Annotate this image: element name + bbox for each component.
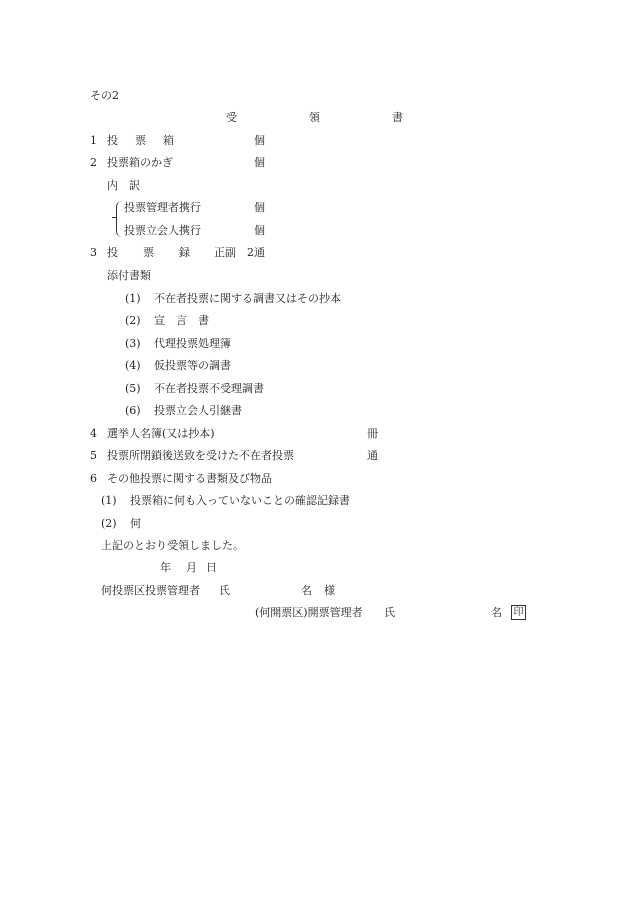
item-label: その他投票に関する書類及び物品 <box>107 472 272 485</box>
sub-item-text: 投票箱に何も入っていないことの確認記録書 <box>130 494 350 507</box>
item-label: 投票所閉鎖後送致を受けた不在者投票 <box>107 449 294 462</box>
date-day: 日 <box>206 561 217 574</box>
sub-item-text: 何 <box>130 517 141 530</box>
recipient-name-shi: 氏 <box>219 584 230 597</box>
item-label-char: 録 <box>179 246 190 259</box>
item-number: 5 <box>90 449 97 462</box>
item-unit: 通 <box>367 449 378 462</box>
item-label: 選挙人名簿(又は抄本) <box>107 427 215 440</box>
recipient-honorific: 様 <box>324 584 335 597</box>
title-char-3: 書 <box>392 111 403 124</box>
attachment-number: (3) <box>125 337 141 350</box>
item-number: 1 <box>90 134 97 147</box>
item-number: 2 <box>90 156 97 169</box>
receipt-statement: 上記のとおり受領しました。 <box>101 539 244 552</box>
item-label-char: 箱 <box>163 134 174 147</box>
item-label: 投票箱のかぎ <box>107 156 173 169</box>
item-unit: 個 <box>254 224 265 237</box>
form-number: その2 <box>90 89 119 102</box>
item-number: 3 <box>90 246 97 259</box>
attachment-number: (1) <box>125 292 141 305</box>
item-unit: 個 <box>254 201 265 214</box>
attachment-text: 仮投票等の調書 <box>154 359 231 372</box>
breakdown-label: 投票管理者携行 <box>124 201 201 214</box>
item-copies: 正副 2通 <box>214 246 265 259</box>
item-label-char: 票 <box>135 134 146 147</box>
attachment-number: (6) <box>125 404 141 417</box>
recipient-office: 何投票区投票管理者 <box>101 584 200 597</box>
attachment-text: 宣 言 書 <box>154 314 209 327</box>
attachment-number: (4) <box>125 359 141 372</box>
breakdown-label: 投票立会人携行 <box>124 224 201 237</box>
sender-name-shi: 氏 <box>384 606 395 619</box>
attachment-text: 投票立会人引継書 <box>154 404 242 417</box>
attachment-text: 不在者投票不受理調書 <box>154 382 264 395</box>
attachment-text: 不在者投票に関する調書又はその抄本 <box>154 292 341 305</box>
date-month: 月 <box>186 561 197 574</box>
attachment-number: (5) <box>125 382 141 395</box>
attachment-number: (2) <box>125 314 141 327</box>
sender-name-mei: 名 <box>491 606 502 619</box>
item-label-char: 投 <box>107 246 118 259</box>
item-number: 4 <box>90 427 97 440</box>
title-char-2: 領 <box>309 111 320 124</box>
item-label-char: 票 <box>143 246 154 259</box>
sub-item-number: (1) <box>101 494 117 507</box>
item-unit: 個 <box>254 156 265 169</box>
sub-item-number: (2) <box>101 517 117 530</box>
brace-bracket <box>116 201 123 237</box>
item-unit: 個 <box>254 134 265 147</box>
recipient-name-mei: 名 <box>301 584 312 597</box>
attachments-label: 添付書類 <box>107 269 151 282</box>
item-number: 6 <box>90 472 97 485</box>
item-label-char: 投 <box>107 134 118 147</box>
sender-office: (何開票区)開票管理者 <box>255 606 363 619</box>
item-unit: 冊 <box>367 427 378 440</box>
attachment-text: 代理投票処理簿 <box>154 337 231 350</box>
breakdown-label: 内 訳 <box>107 179 140 192</box>
seal-box: 印 <box>511 605 526 620</box>
title-char-1: 受 <box>226 111 237 124</box>
date-year: 年 <box>160 561 171 574</box>
